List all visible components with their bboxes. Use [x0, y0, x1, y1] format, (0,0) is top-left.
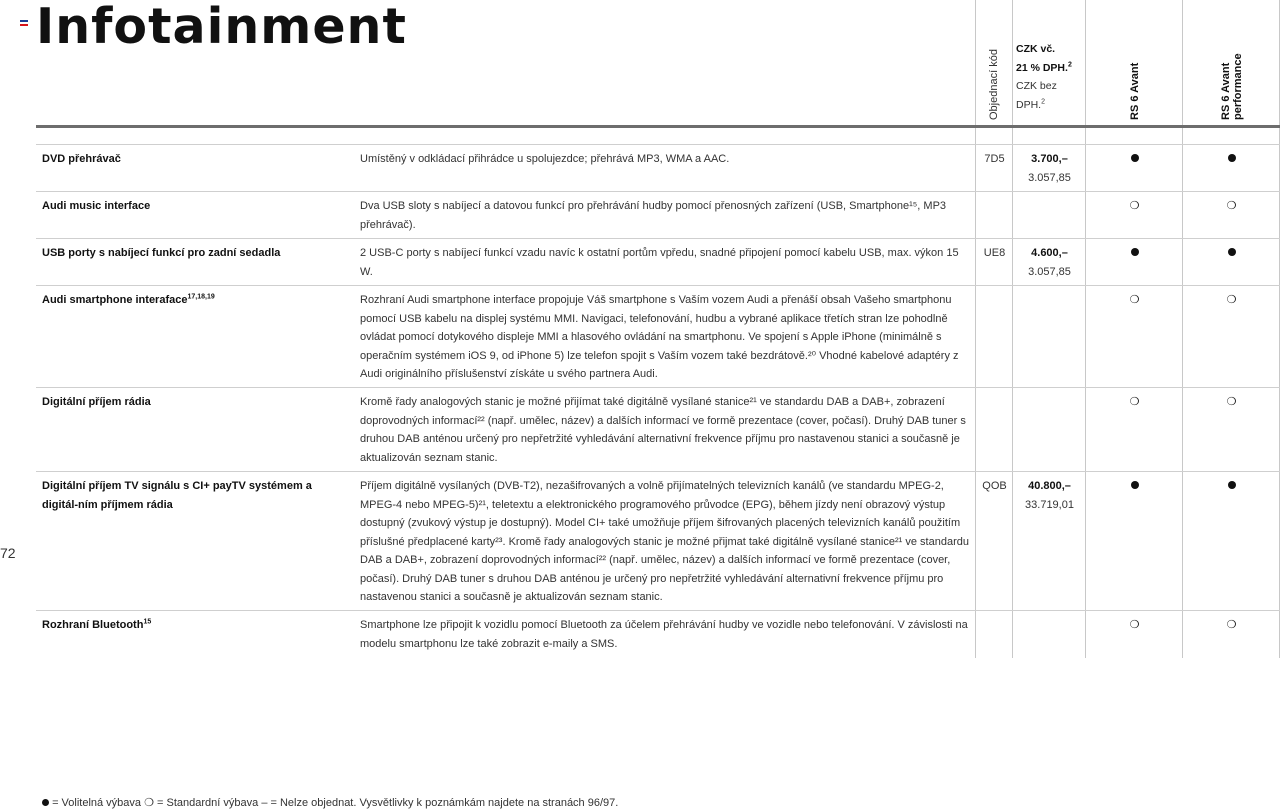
row-description: 2 USB-C porty s nabíjecí funkcí vzadu navíc k ostatní portům vpředu, snadné připojení pomocí kabelu USB, max. výkon 15 W. [360, 247, 959, 278]
row-code: 7D5 [984, 153, 1005, 165]
legend-not-available: – = Nelze objednat. Vysvětlivky k poznámkám najdete na stranách 96/97. [261, 797, 619, 809]
row-description: Umístěný v odkládací přihrádce u spolujezdce; přehrává MP3, WMA a AAC. [360, 153, 730, 165]
standard-circle-icon: ❍ [1129, 200, 1140, 212]
optional-dot-icon [1228, 154, 1236, 162]
row-description: Smartphone lze připojit k vozidlu pomocí Bluetooth za účelem přehrávání hudby ve vozidle nebo telefonování. V závislosti na modelu smartphonu lze také zobrazit e-maily a SMS. [360, 619, 968, 650]
row-name: USB porty s nabíjecí funkcí pro zadní sedadla [42, 247, 281, 259]
price-label-line1: CZK vč. [1016, 43, 1056, 55]
header-model-rs6-performance-line1: RS 6 Avant [1220, 62, 1232, 120]
optional-dot-icon [1131, 481, 1139, 489]
price-novat: 3.057,85 [1028, 171, 1071, 184]
row-price [1013, 244, 1086, 281]
row-name: Audi smartphone interaface [42, 294, 188, 306]
table-row [36, 144, 1280, 191]
standard-circle-icon: ❍ [1226, 396, 1237, 408]
row-description: Dva USB sloty s nabíjecí a datovou funkcí pro přehrávání hudby pomocí přenosných zařízení (USB, Smartphone¹⁵, MP3 přehrávač). [360, 200, 947, 231]
standard-circle-icon: ❍ [1129, 294, 1140, 306]
table-row [36, 387, 1280, 471]
row-name: DVD přehrávač [42, 153, 121, 165]
optional-dot-icon [1228, 481, 1236, 489]
price-footnote: 2 [1067, 61, 1072, 68]
price-label-line2: 21 % DPH. [1016, 61, 1068, 74]
standard-circle-icon: ❍ [144, 797, 154, 809]
table-row [36, 191, 1280, 238]
header-order-code: Objednací kód [988, 49, 1000, 120]
row-description: Kromě řady analogových stanic je možné přijímat také digitálně vysílané stanice²¹ ve standardu DAB a DAB+, zobrazení doprovodných informací²² (např. umělec, název) a dalších informací ve formě prezentace (cover, počasí). Druhý DAB tuner s druhou DAB anténou určený pro nepřetržité vyhledávání alternativní frekvence příjmu pro nastavenou stanici a současně je aktualizován seznam stanic. [360, 396, 966, 464]
price-vat: 3.700,– [1031, 153, 1068, 165]
legend-standard: = Standardní výbava [157, 797, 259, 809]
price-label-line4: DPH. [1016, 98, 1042, 111]
row-name-footnote: 15 [143, 618, 152, 626]
page-number: 72 [0, 545, 16, 561]
price-label-line3: CZK bez [1016, 80, 1057, 92]
optional-dot-icon [1228, 248, 1236, 256]
table-row [36, 238, 1280, 285]
row-name: Digitální příjem rádia [42, 396, 151, 408]
header-rule [36, 125, 1280, 128]
optional-dot-icon [1131, 248, 1139, 256]
table-row [36, 285, 1280, 387]
optional-dot-icon [1131, 154, 1139, 162]
price-novat: 33.719,01 [1025, 498, 1074, 511]
standard-circle-icon: ❍ [1226, 200, 1237, 212]
price-novat: 3.057,85 [1028, 265, 1071, 278]
table-row [36, 471, 1280, 610]
flag-icon [20, 20, 28, 26]
row-name-footnote: 17,18,19 [187, 293, 215, 301]
row-code: QOB [982, 480, 1007, 492]
row-description: Rozhraní Audi smartphone interface propojuje Váš smartphone s Vaším vozem Audi a přenáší obsah Vašeho smartphonu pomocí USB kabelu na displej systému MMI. Navigaci, telefonování, hudbu a vybrané aplikace třetích stran lze pohodlně ovládat pomocí dotykového displeje MMI a hlasového ovládání na smartphonu. Ve spojení s Apple iPhone (minimálně s operačním systémem iOS 9, od iPhone 5) lze telefon spojit s Vaším vozem také bezdrátově.²⁰ Vhodné kabelové adaptéry z Audi originálního příslušenství získáte u svého partnera Audi. [360, 294, 959, 380]
row-price [1013, 477, 1086, 514]
row-price [1013, 150, 1086, 187]
header-model-rs6-avant: RS 6 Avant [1129, 62, 1141, 120]
standard-circle-icon: ❍ [1129, 619, 1140, 631]
row-name: Audi music interface [42, 200, 151, 212]
price-footnote-2: 2 [1041, 98, 1045, 105]
page-title: Infotainment [36, 0, 407, 55]
legend-optional: = Volitelná výbava [52, 797, 142, 809]
standard-circle-icon: ❍ [1226, 294, 1237, 306]
table-row [36, 610, 1280, 663]
header-model-rs6-performance-line2: performance [1232, 53, 1244, 120]
row-description: Příjem digitálně vysílaných (DVB-T2), nezašifrovaných a volně přijímatelných televizních kanálů (ve standardu MPEG-2, MPEG-4 nebo MPEG-5)²¹, teletextu a elektronického programového průvodce (EPG), během jízdy není obrazový výstup dostupný (zvukový výstup je dostupný). Model CI+ také umožňuje příjem šifrovaných placených televizních kanálů použitím příslušné předplacené karty²³. Kromě řady analogových stanic je možné přijmat také digitálně vysílané stanice²¹ ve standardu DAB a DAB+, zobrazení doprovodných informací²² (např. umělec, název) a dalších informací ve formě prezentace (cover, počasí). Druhý DAB tuner s druhou DAB anténou je určený pro nepřetržité vyhledávání alternativní frekvence příjmu pro nastavenou stanici a současně je aktualizován seznam stanic. [360, 480, 969, 603]
row-name: Digitální příjem TV signálu s CI+ payTV systémem a digitál-ním příjmem rádia [42, 480, 312, 511]
header-price [1016, 40, 1086, 114]
optional-dot-icon [42, 799, 49, 806]
standard-circle-icon: ❍ [1226, 619, 1237, 631]
price-vat: 4.600,– [1031, 247, 1068, 259]
row-code: UE8 [983, 247, 1006, 259]
legend-footer [42, 796, 618, 809]
standard-circle-icon: ❍ [1129, 396, 1140, 408]
price-vat: 40.800,– [1028, 480, 1071, 492]
equipment-table [36, 144, 1280, 663]
row-name: Rozhraní Bluetooth [42, 619, 144, 631]
